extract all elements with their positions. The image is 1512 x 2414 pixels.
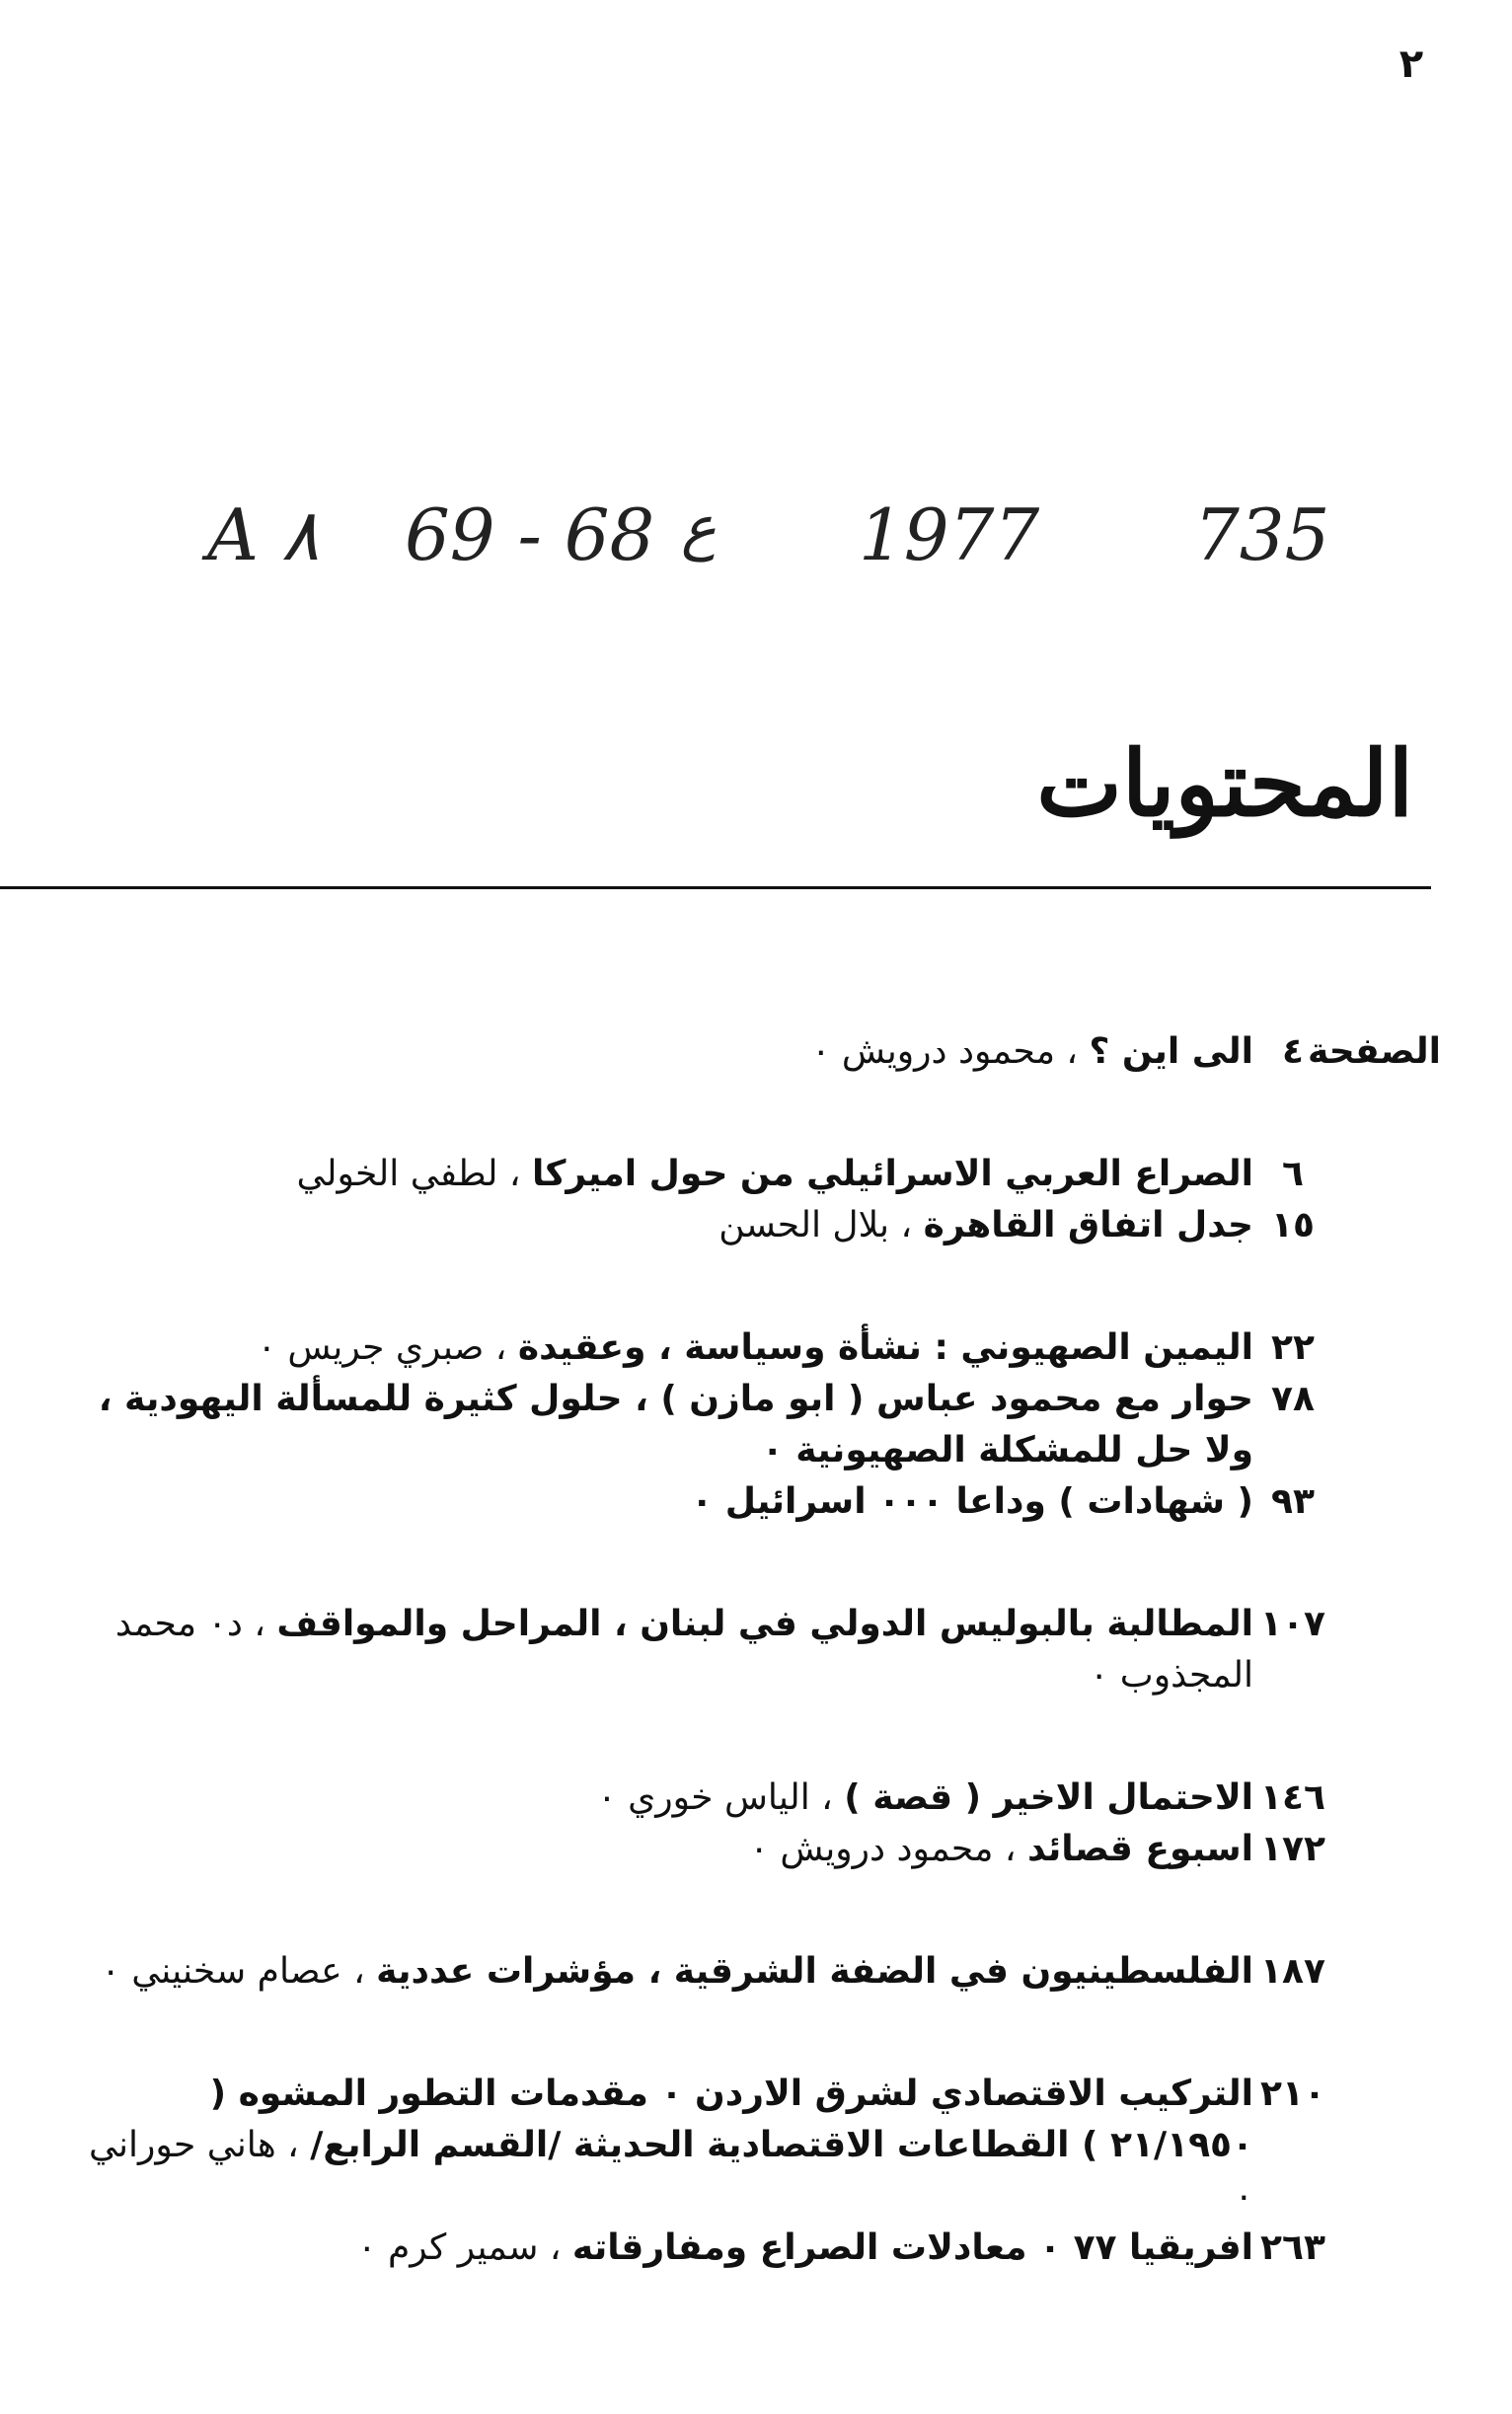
toc-page-number: ١٨٧ <box>1260 1951 1325 1992</box>
toc-page-number: ٢٦٣ <box>1260 2227 1325 2268</box>
handwritten-part: ع <box>681 493 717 563</box>
toc-entry-author: ، بلال الحسن <box>718 1205 913 1245</box>
handwritten-part: 69 - 68 <box>405 493 655 576</box>
handwritten-part: 735 <box>1194 493 1330 576</box>
toc-page-number: ١٠٧ <box>1260 1604 1325 1644</box>
toc-entry-title: المطالبة بالبوليس الدولي في لبنان ، المراحل والمواقف <box>276 1604 1253 1644</box>
toc-entry-title: الاحتمال الاخير ( قصة ) <box>844 1777 1253 1818</box>
toc-entry-author: ، عصام سخنيني ٠ <box>101 1951 365 1992</box>
toc-entry-author: ، د٠ محمد المجذوب ٠ <box>114 1604 1253 1696</box>
toc-entry <box>69 1026 1441 1078</box>
toc-entry <box>69 1149 1441 1200</box>
toc-entry-author: ، محمود درويش ٠ <box>749 1829 1017 1869</box>
toc-entry <box>69 1599 1441 1701</box>
toc-entry-title: افريقيا ٧٧ ٠ معادلات الصراع ومفارقاته <box>571 2227 1253 2268</box>
toc-entry-title: الى اين ؟ <box>1089 1031 1253 1072</box>
toc-entry <box>69 2223 1441 2274</box>
toc-entry-text <box>69 1149 1253 1200</box>
handwritten-part: A ٨ <box>207 493 320 576</box>
toc-entry-text <box>69 1599 1253 1701</box>
toc-entry-text <box>69 1946 1253 1998</box>
toc-page-number: ١٧٢ <box>1260 1829 1325 1869</box>
toc-entry <box>69 1476 1441 1528</box>
handwritten-part: 1977 <box>859 493 1040 576</box>
toc-entry-author: ، لطفي الخولي <box>296 1154 521 1194</box>
toc-entry-title: الصراع العربي الاسرائيلي من حول اميركا <box>531 1154 1253 1194</box>
toc-entry-title: اليمين الصهيوني : نشأة وسياسة ، وعقيدة <box>517 1327 1253 1368</box>
toc-entry-text <box>69 1476 1253 1528</box>
contents-heading: المحتويات <box>1036 730 1413 837</box>
toc-entry-text <box>69 1374 1253 1476</box>
toc-entry-title: حوار مع محمود عباس ( ابو مازن ) ، حلول كثيرة للمسألة اليهودية ، ولا حل للمشكلة الصهيونية ٠ <box>98 1379 1253 1471</box>
handwritten-annotation <box>207 493 1342 602</box>
toc-entry-text <box>69 2069 1253 2223</box>
toc-page-number: ١٤٦ <box>1260 1777 1325 1818</box>
toc-entry-author: ، الياس خوري ٠ <box>597 1777 833 1818</box>
page-number: ٢ <box>1399 41 1424 87</box>
toc-page-number: ٢١٠ <box>1260 2074 1325 2114</box>
toc-entry <box>69 1322 1441 1374</box>
toc-entry <box>69 1773 1441 1824</box>
toc-entry-title: ( شهادات ) وداعا ٠٠٠ اسرائيل ٠ <box>691 1481 1253 1522</box>
toc-entry-title: جدل اتفاق القاهرة <box>923 1205 1253 1245</box>
toc-entry-text <box>69 1026 1253 1078</box>
toc-entry-text <box>69 1824 1253 1875</box>
toc-entry-author: ، محمود درويش ٠ <box>811 1031 1079 1072</box>
toc-entry-author: ، هاني حوراني ٠ <box>89 2125 1253 2217</box>
toc-page-number: ٢٢ <box>1271 1327 1315 1368</box>
toc-entry-title: الفلسطينيون في الضفة الشرقية ، مؤشرات عددية <box>376 1951 1253 1992</box>
toc-entry-title: اسبوع قصائد <box>1026 1829 1253 1869</box>
table-of-contents <box>69 1026 1441 2274</box>
toc-entry <box>69 1374 1441 1476</box>
toc-entry <box>69 1946 1441 1998</box>
toc-entry-text <box>69 1322 1253 1374</box>
toc-page-number: ١٥ <box>1271 1205 1315 1245</box>
toc-entry <box>69 1824 1441 1875</box>
toc-page-number: ٤ <box>1282 1031 1304 1072</box>
toc-entry-text <box>69 2223 1253 2274</box>
toc-entry-author: ، سمير كرم ٠ <box>357 2227 562 2268</box>
toc-entry <box>69 1200 1441 1251</box>
page-column-label: الصفحة <box>1307 1031 1441 1072</box>
toc-entry <box>69 2069 1441 2223</box>
toc-entry-title: التركيب الاقتصادي لشرق الاردن ٠ مقدمات التطور المشوه ( ٢١/١٩٥٠ ) القطاعات الاقتصادية الحديثة /القسم الرابع/ <box>209 2074 1253 2165</box>
heading-divider <box>0 886 1431 889</box>
toc-page-number: ٩٣ <box>1271 1481 1315 1522</box>
toc-entry-text <box>69 1200 1253 1251</box>
toc-entry-text <box>69 1773 1253 1824</box>
toc-page-number: ٦ <box>1282 1154 1304 1194</box>
toc-page-number: ٧٨ <box>1271 1379 1315 1419</box>
toc-entry-author: ، صبري جريس ٠ <box>257 1327 507 1368</box>
